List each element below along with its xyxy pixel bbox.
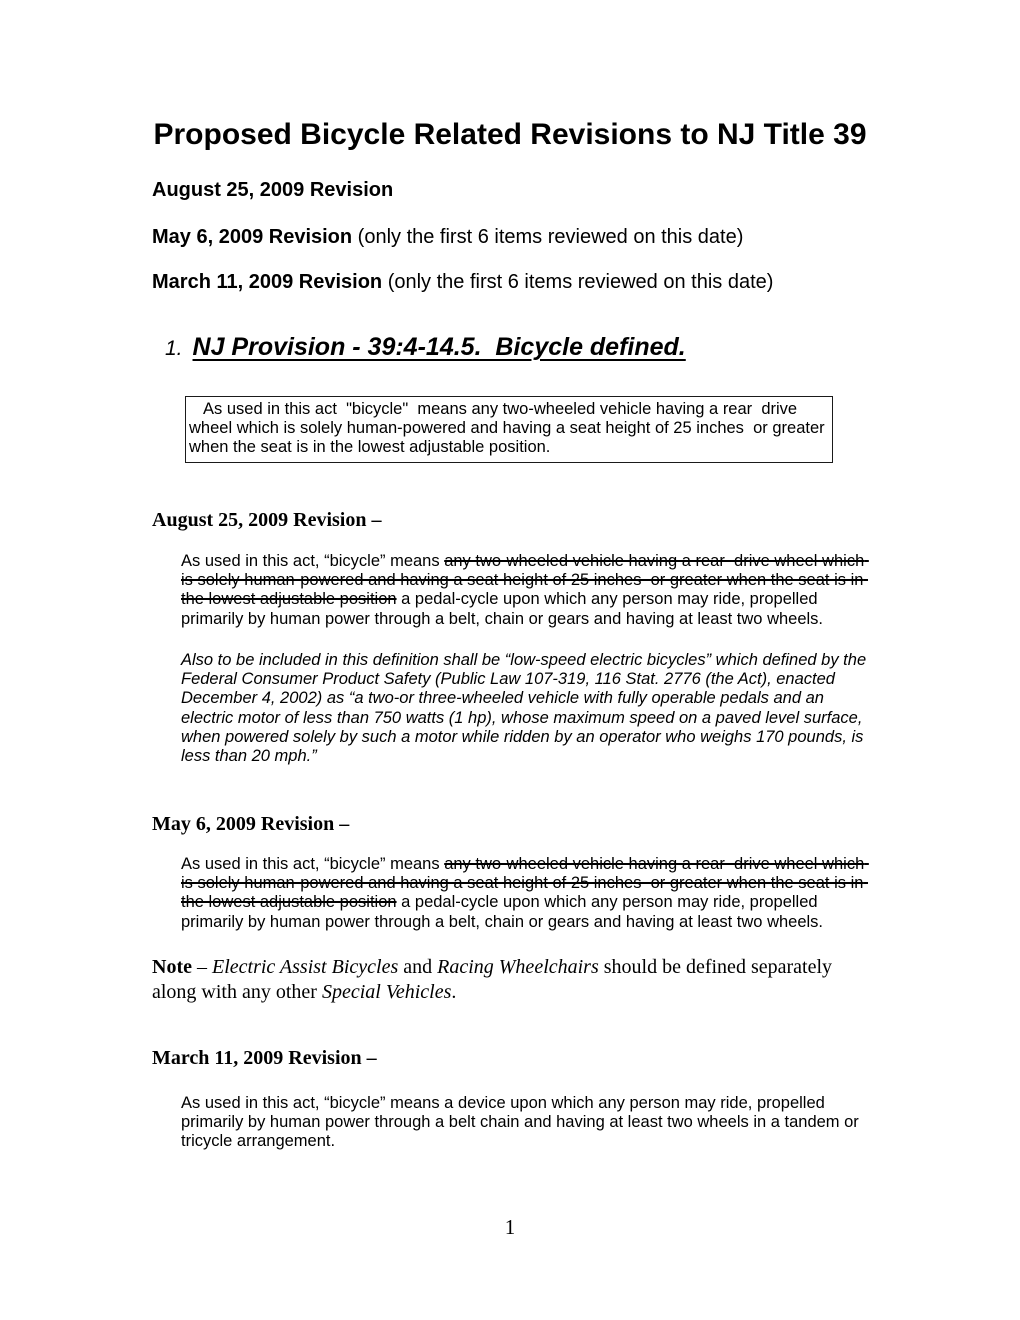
note-text: . — [451, 980, 457, 1003]
paragraph-text: As used in this act, “bicycle” means — [181, 855, 445, 873]
note-italic-term: Electric Assist Bicycles — [211, 956, 399, 978]
revision-note: (only the first 6 items reviewed on this date) — [352, 226, 744, 248]
may6-revision-heading: May 6, 2009 Revision – — [152, 813, 350, 835]
note-label: Note — [152, 956, 192, 978]
aug25-revision-heading: August 25, 2009 Revision – — [152, 509, 382, 531]
section-number: 1. — [165, 337, 183, 360]
note-text: – — [191, 956, 212, 978]
may6-revision-paragraph — [181, 855, 875, 932]
section-title: NJ Provision - 39:4-14.5. Bicycle defined. — [192, 333, 686, 361]
note-italic-term: Racing Wheelchairs — [437, 956, 599, 978]
strikethrough-text: any two-wheeled vehicle having a rear drive wheel which is solely human-powered and having a seat height of 25 inches or greater when the seat is in the lowest adjustable position — [181, 855, 869, 912]
section-1-heading — [165, 333, 686, 362]
paragraph-text: As used in this act, “bicycle” means — [181, 552, 445, 570]
revision-date-bold: March 11, 2009 Revision — [152, 271, 383, 293]
statute-text: As used in this act "bicycle" means any two-wheeled vehicle having a rear drive wheel which is solely human-powered and having a seat height of 25 inches or greater when the seat is in the lowest adjustable position. — [189, 400, 830, 456]
note-italic-term: Special Vehicles — [321, 980, 452, 1003]
revision-history-line-may6 — [152, 226, 743, 249]
revision-date-bold: August 25, 2009 Revision — [152, 179, 394, 201]
strikethrough-text: any two-wheeled vehicle having a rear drive wheel which is solely human-powered and having a seat height of 25 inches or greater when the seat is in the lowest adjustable position — [181, 552, 869, 609]
electric-bicycle-definition-paragraph: Also to be included in this definition shall be “low-speed electric bicycles” which defined by the Federal Consumer Product Safety (Public Law 107-319, 116 Stat. 2776 (the Act), enacted December 4, 2002) as “a two-or three-wheeled vehicle with fully operable pedals and an electric motor of less than 750 watts (1 hp), whose maximum speed on a paved level surface, when powered solely by such a motor while ridden by an operator who weighs 170 pounds, is less than 20 mph.” — [181, 651, 871, 766]
revision-history-line-mar11 — [152, 271, 773, 294]
paragraph-text: a pedal-cycle upon which any person may ride, propelled primarily by human power through a belt, chain or gears and having at least two wheels. — [181, 590, 824, 628]
statute-box — [185, 396, 833, 463]
note-paragraph — [152, 955, 868, 1004]
document-title: Proposed Bicycle Related Revisions to NJ Title 39 — [153, 118, 867, 151]
page-number: 1 — [504, 1215, 516, 1239]
paragraph-text: a pedal-cycle upon which any person may ride, propelled primarily by human power through a belt, chain or gears and having at least two wheels. — [181, 893, 824, 931]
mar11-revision-heading: March 11, 2009 Revision – — [152, 1047, 377, 1069]
revision-date-bold: May 6, 2009 Revision — [152, 226, 353, 248]
mar11-revision-paragraph: As used in this act, “bicycle” means a device upon which any person may ride, propelled primarily by human power through a belt chain and having at least two wheels in a tandem or tricycle arrangement. — [181, 1094, 864, 1151]
revision-history-line-aug25 — [152, 179, 393, 202]
aug25-revision-paragraph — [181, 552, 875, 629]
note-text: and — [398, 956, 438, 978]
note-text: should be defined separately along with any other — [152, 956, 838, 1003]
revision-note: (only the first 6 items reviewed on this date) — [382, 271, 774, 293]
